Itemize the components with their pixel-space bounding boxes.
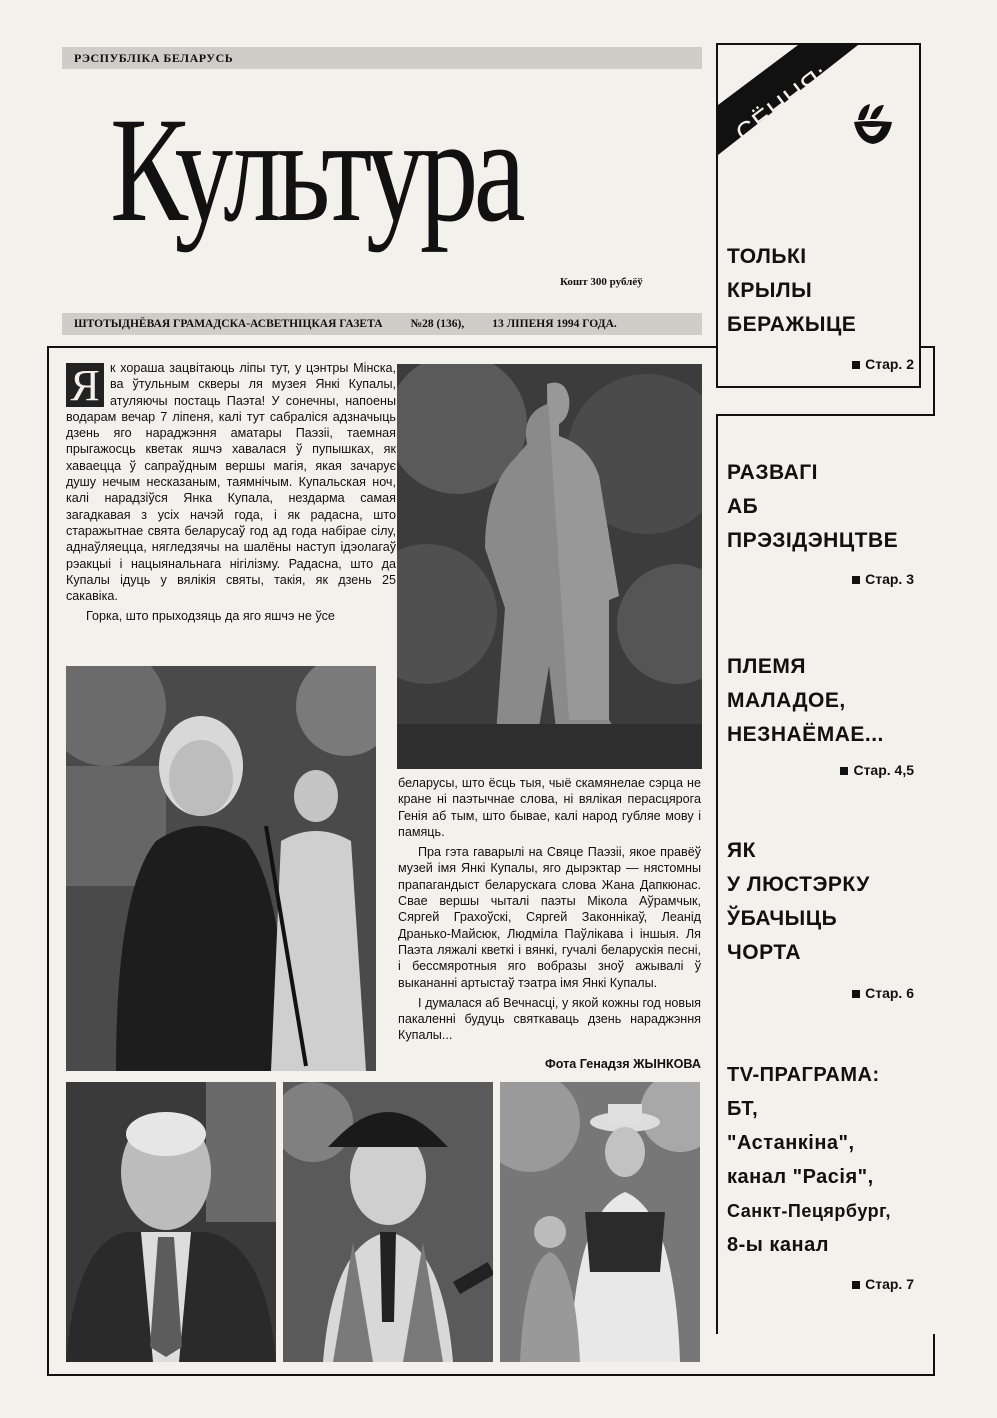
teaser-2-line-3: ПРЭЗІДЭНЦТВЕ (727, 529, 899, 552)
teaser-5-line-1: TV-ПРАГРАМА: (727, 1064, 880, 1086)
folk-costume-photo (500, 1082, 700, 1362)
issue-number: №28 (136), (410, 318, 465, 330)
bullet-square-icon (852, 1281, 860, 1289)
teaser-1-line-3: БЕРАЖЫЦЕ (727, 313, 857, 336)
republic-bar (62, 47, 702, 69)
teaser-4-line-2: У ЛЮСТЭРКУ (727, 873, 870, 896)
teaser-2-line-1: РАЗВАГІ (727, 461, 819, 484)
teaser-1-page[interactable] (727, 356, 914, 372)
teaser-5-title (727, 1058, 932, 1262)
price-label: Кошт 300 рублёў (560, 276, 643, 288)
teaser-5-line-6: 8-ы канал (727, 1234, 829, 1256)
teaser-5-line-3: "Астанкіна", (727, 1132, 855, 1154)
bullet-square-icon (840, 767, 848, 775)
article-paragraph-2: Горка, што прыходзяць да яго яшчэ не ўсе (86, 609, 335, 624)
masthead-title: Культура (110, 87, 521, 253)
article-bottom (398, 775, 701, 1060)
teaser-1-line-2: КРЫЛЫ (727, 279, 813, 302)
teaser-4-title (727, 834, 932, 970)
today-label: СЁННЯ: (730, 59, 836, 149)
article-paragraph-4: Пра гэта гаварылі на Свяце Паэзіі, якое правёў музей імя Янкі Купалы, яго дырэктар — нястомны прапагандыст беларускага слова Жана Дапкюнас. Свае вершы чыталі паэты Мікола Аўрамчык, Сяргей Грахоўскі, Сяргей Законнікаў, Леанід Дранько-Майсюк, Людміла Паўлікава і іншыя. Ля Паэта ляжалі кветкі і вянкі, гучалі беларускія песні, і бессмяротныя яго вобразы зноў ажывалі ў выкананні артыстаў тэатра імя Янкі Купалы. (398, 845, 701, 990)
teaser-4-line-3: ЎБАЧЫЦЬ (727, 907, 838, 930)
flower-emblem-icon (848, 102, 892, 146)
teaser-1-line-1: ТОЛЬКІ (727, 245, 807, 268)
statue-photo (397, 364, 702, 769)
bullet-square-icon (852, 361, 860, 369)
teaser-5-page[interactable] (727, 1276, 914, 1292)
teaser-1-title (727, 240, 917, 342)
teaser-3-page[interactable] (727, 762, 914, 778)
issue-date: 13 ЛІПЕНЯ 1994 ГОДА. (492, 318, 617, 330)
teaser-2-page[interactable] (727, 571, 914, 587)
bullet-square-icon (852, 990, 860, 998)
bullet-square-icon (852, 576, 860, 584)
subtitle-bar (62, 313, 702, 335)
teaser-3-line-3: НЕЗНАЁМАЕ... (727, 723, 884, 746)
dropcap: Я (66, 363, 104, 407)
teaser-3-title (727, 650, 932, 752)
photo-credit: Фота Генадзя ЖЫНКОВА (544, 1057, 701, 1071)
article-paragraph-5: І думалася аб Вечнасці, у якой кожны год новыя пакаленні будуць святкаваць дзень нараджэння Купалы... (398, 995, 701, 1043)
elder-man-photo (66, 1082, 276, 1362)
actor-photo (283, 1082, 493, 1362)
teaser-3-line-1: ПЛЕМЯ (727, 655, 806, 678)
teaser-5-line-5: Санкт-Пецярбург, (727, 1201, 891, 1221)
teaser-2-title (727, 456, 927, 558)
article-top (66, 360, 396, 660)
bleed-through-text (90, 80, 98, 117)
teaser-2-page-label: Стар. 3 (865, 571, 914, 587)
teaser-2-line-2: АБ (727, 495, 759, 518)
teaser-5-line-2: БТ, (727, 1098, 759, 1120)
teaser-4-line-4: ЧОРТА (727, 941, 801, 964)
teaser-5-page-label: Стар. 7 (865, 1276, 914, 1292)
teaser-1-page-label: Стар. 2 (865, 356, 914, 372)
teaser-4-line-1: ЯК (727, 839, 756, 862)
article-paragraph-3: беларусы, што ёсць тыя, чыё скамянелае сэрца не кране ні паэтычнае слова, ні вялікая перасцярога Генія аб тым, што бывае, калі народ губляе мову і памяць. (398, 776, 701, 839)
republic-label: РЭСПУБЛІКА БЕЛАРУСЬ (74, 51, 234, 65)
teaser-3-page-label: Стар. 4,5 (853, 762, 914, 778)
teaser-3-line-2: МАЛАДОЕ, (727, 689, 846, 712)
teaser-5-line-4: канал "Расія", (727, 1166, 874, 1188)
speaker-photo (66, 666, 376, 1071)
subtitle-label: ШТОТЫДНЁВАЯ ГРАМАДСКА-АСВЕТНІЦКАЯ ГАЗЕТА (74, 318, 383, 330)
article-paragraph-1: к хораша зацвітаюць ліпы тут, у цэнтры Мінска, ва ўтульным скверы ля музея Янкі Купалы, атуляючы постаць Паэта! У сонечны, напоены водарам вечар 7 ліпеня, калі тут сабраліся адзначыць дзень яго нараджэння аматары Паэзіі, таемная прыгажосць кветак яшчэ хавалася ў пупышках, як хаваецца ў сапраўдным вершы магія, якая зачарує душу нечым несказаным, таямнічым. Купальская ноч, калі нарадзіўся Янка Купала, нездарма самая загадкавая з усіх начэй года, і як радасна, што старажытнае свята беларусаў год ад года набірае сілу, аднаўляецца, нягледзячы на шалёны наступ ідэолагаў рэакцыі і нацыянальнага нігілізму. Радасна, што да Купалы ідуць у вялікія святы, такія, як дзень 25 сакавіка. (66, 361, 396, 604)
teaser-4-page-label: Стар. 6 (865, 985, 914, 1001)
teaser-4-page[interactable] (727, 985, 914, 1001)
